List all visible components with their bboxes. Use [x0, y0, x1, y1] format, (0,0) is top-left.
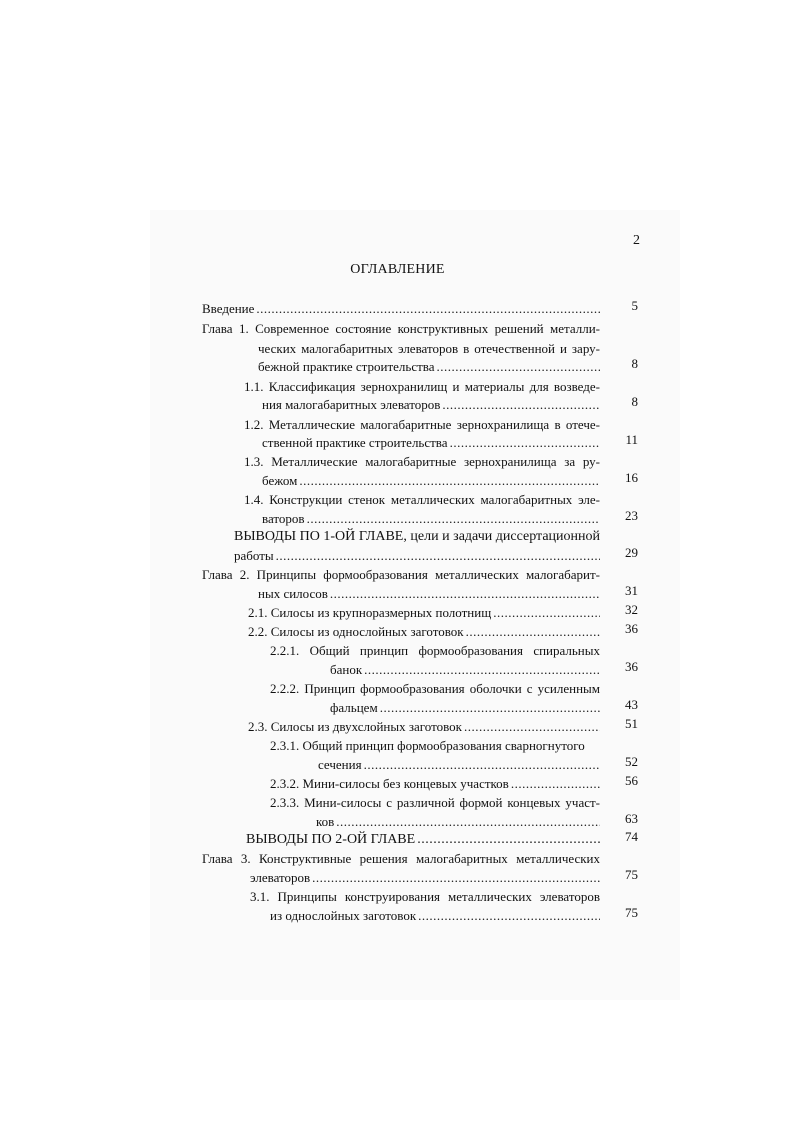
toc-entry-text: из однослойных заготовок: [270, 908, 417, 923]
toc-entry-text: 2.2.2. Принцип формообразования оболочки с усиленным: [270, 681, 600, 696]
toc-page-number: 36: [625, 659, 638, 674]
leader-dots: [418, 905, 600, 926]
toc-page-number: 52: [625, 754, 638, 769]
toc-entry-text: Глава 3. Конструктивные решения малогабаритных металлических: [202, 851, 600, 866]
toc-entry-text: ваторов: [262, 511, 305, 526]
toc-page-number: 56: [625, 773, 638, 788]
leader-dots: [276, 545, 600, 566]
toc-entry-text: 1.2. Металлические малогабаритные зернохранилища в отече-: [244, 417, 600, 432]
leader-dots: [312, 867, 600, 888]
toc-entry-text: 2.3.1. Общий принцип формообразования сварногнутого: [270, 738, 585, 753]
toc-page-number: 23: [625, 508, 638, 523]
leader-dots: [330, 583, 600, 604]
toc-page-number: 63: [625, 811, 638, 826]
toc-entry-text: ственной практике строительства: [262, 435, 448, 450]
toc-page-number: 11: [625, 432, 638, 447]
toc-entry-text: 2.3.3. Мини-силосы с различной формой концевых участ-: [270, 795, 600, 810]
toc-entry-text: 1.4. Конструкции стенок металлических малогабаритных эле-: [244, 492, 600, 507]
toc-entry-text: Глава 2. Принципы формообразования металлических малогабарит-: [202, 567, 600, 582]
toc-entry-text: ков: [316, 814, 335, 829]
toc-entry-text: 1.1. Классификация зернохранилищ и материалы для возведе-: [244, 379, 600, 394]
toc-page-number: 74: [625, 829, 638, 844]
toc-page-number: 75: [625, 867, 638, 882]
toc-entry-text: ния малогабаритных элеваторов: [262, 397, 441, 412]
toc-page-number: 5: [631, 298, 638, 313]
toc-page-number: 51: [625, 716, 638, 731]
toc-entry-text: 2.1. Силосы из крупноразмерных полотнищ: [248, 605, 492, 620]
toc-entry-text: 3.1. Принципы конструирования металлических элеваторов: [250, 889, 600, 904]
toc-entry-text: бежной практике строительства: [258, 359, 435, 374]
toc-entry-text: Введение: [202, 301, 255, 316]
toc-page-number: 43: [625, 697, 638, 712]
leader-dots: [442, 394, 600, 415]
leader-dots: [437, 356, 600, 377]
toc-title: ОГЛАВЛЕНИЕ: [350, 262, 445, 277]
toc-page-number: 75: [625, 905, 638, 920]
leader-dots: [493, 602, 600, 623]
toc-entry-text: элеваторов: [250, 870, 311, 885]
toc-entry-text: фальцем: [330, 700, 378, 715]
toc-entry-text: ческих малогабаритных элеваторов в отечественной и зару-: [258, 341, 600, 356]
toc-page-number: 36: [625, 621, 638, 636]
leader-dots: [364, 754, 600, 775]
toc-entry-text: 2.3.2. Мини-силосы без концевых участков: [270, 776, 509, 791]
leader-dots: [417, 829, 600, 850]
toc-entry-text: ВЫВОДЫ ПО 2-ОЙ ГЛАВЕ: [246, 832, 416, 847]
toc-entry-text: бежом: [262, 473, 298, 488]
toc-entry-text: банок: [330, 662, 363, 677]
toc-page-number: 8: [631, 394, 638, 409]
toc-entry-text: 2.3. Силосы из двухслойных заготовок: [248, 719, 462, 734]
toc-page-number: 16: [625, 470, 638, 485]
page-number: 2: [633, 233, 640, 248]
leader-dots: [466, 621, 600, 642]
toc-entry-text: сечения: [318, 757, 362, 772]
leader-dots: [256, 298, 600, 319]
toc-entry-text: 2.2. Силосы из однослойных заготовок: [248, 624, 464, 639]
toc-page-number: 31: [625, 583, 638, 598]
toc-entry-text: работы: [234, 548, 274, 563]
toc-entry-text: ных силосов: [258, 586, 328, 601]
toc-page-number: 32: [625, 602, 638, 617]
leader-dots: [450, 432, 600, 453]
toc-entry-text: ВЫВОДЫ ПО 1-ОЙ ГЛАВЕ, цели и задачи диссертационной: [234, 529, 600, 544]
toc-entry-text: 1.3. Металлические малогабаритные зернохранилища за ру-: [244, 454, 600, 469]
toc-page-number: 8: [631, 356, 638, 371]
toc-entry-text: Глава 1. Современное состояние конструктивных решений металли-: [202, 321, 600, 336]
leader-dots: [511, 773, 600, 794]
toc-entry-text: 2.2.1. Общий принцип формообразования спиральных: [270, 643, 600, 658]
leader-dots: [464, 716, 600, 737]
leader-dots: [364, 659, 600, 680]
toc-page-number: 29: [625, 545, 638, 560]
leader-dots: [299, 470, 600, 491]
leader-dots: [380, 697, 600, 718]
